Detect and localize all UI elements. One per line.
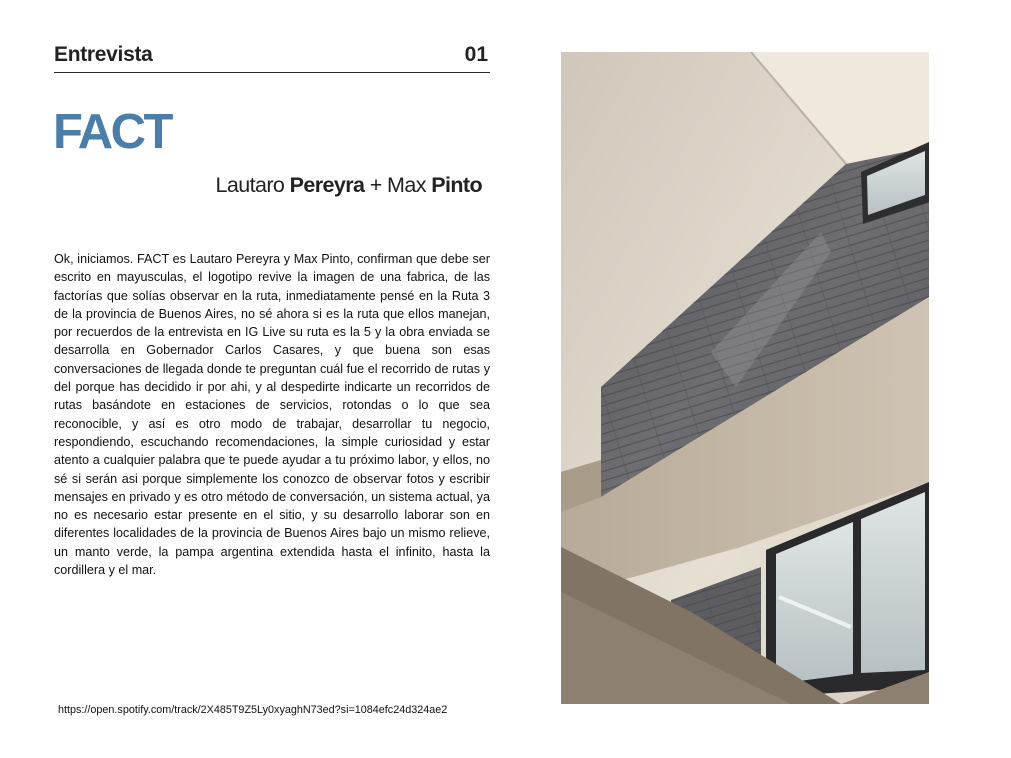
page-header (54, 43, 490, 73)
author-2-family: Pinto (431, 173, 482, 197)
article-title: FACT (53, 105, 171, 159)
section-title: Entrevista (54, 43, 153, 66)
interview-body: Ok, iniciamos. FACT es Lautaro Pereyra y Max Pinto, confirman que debe ser escrito en mayusculas, el logotipo revive la imagen de una fabrica, de las factorías que solías observar en la ruta, inmediatamente pensé en la Ruta 3 de la provincia de Buenos Aires, no sé ahora si es la ruta que ellos manejan, por recuerdos de la entrevista en IG Live su ruta es la 5 y la obra enviada se desarrolla en Gobernador Carlos Casares, y que buena son esas conversaciones de llegada donde te preguntan cuál fue el recorrido de rutas y del porque has decidido ir por ahi, y al despedirte indicarte un recorridos de rutas basándote en estaciones de servicios, rotondas o lo que sea reconocible, y así es otro modo de trabajar, desarrollar tu negocio, respondiendo, escuchando recomendaciones, la simple curiosidad y estar atento a cualquier palabra que te puede ayudar a tu próximo labor, y ellos, no sé si serán asi porque simplemente los conozco de observar fotos y escribir mensajes en privado y es otro método de conversación, un sistema actual, ya no es necesario estar presente en el sitio, y su desarrollo laborar son en diferentes localidades de la provincia de Buenos Aires bajo un mismo relieve, un manto verde, la pampa argentina extendida hasta el infinito, hasta la cordillera y el mar. (54, 252, 490, 578)
page-number: 01 (464, 43, 488, 66)
spotify-link[interactable]: https://open.spotify.com/track/2X485T9Z5Ly0xyaghN73ed?si=1084efc24d324ae2 (58, 704, 448, 716)
authors-separator: + (364, 173, 388, 197)
authors-line (216, 173, 482, 198)
author-1-given: Lautaro (215, 173, 290, 197)
author-1-family: Pereyra (289, 173, 365, 197)
author-2-given: Max (387, 173, 432, 197)
architecture-photo (561, 52, 929, 704)
